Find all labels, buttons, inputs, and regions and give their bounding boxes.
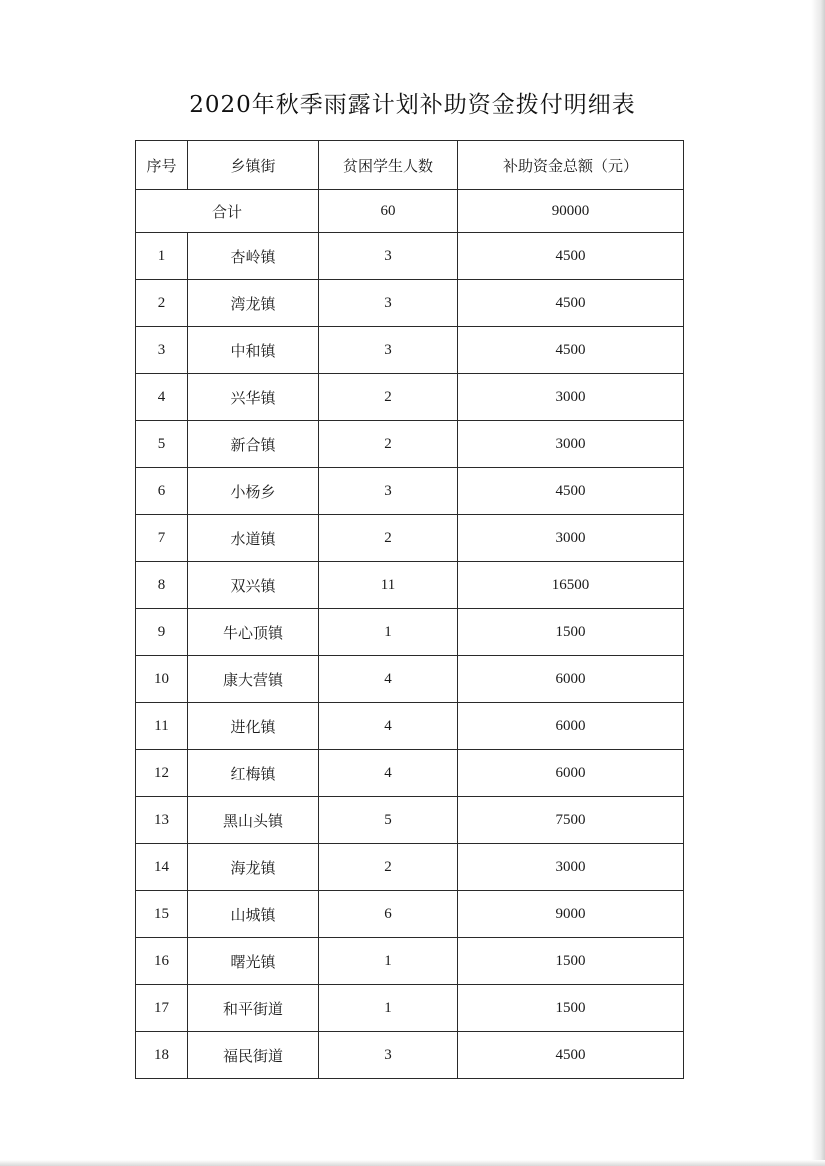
row-index: 5 [136, 421, 188, 468]
total-label: 合计 [136, 190, 319, 233]
total-row [136, 190, 684, 233]
total-amount: 90000 [458, 190, 684, 233]
table-row [136, 656, 684, 703]
header-row [136, 141, 684, 190]
row-students: 3 [319, 327, 458, 374]
header-index: 序号 [136, 141, 188, 190]
row-town: 湾龙镇 [188, 280, 319, 327]
row-index: 3 [136, 327, 188, 374]
row-town: 双兴镇 [188, 562, 319, 609]
row-town: 海龙镇 [188, 844, 319, 891]
row-students: 6 [319, 891, 458, 938]
row-town: 福民街道 [188, 1032, 319, 1079]
table-row [136, 891, 684, 938]
table-row [136, 515, 684, 562]
row-students: 4 [319, 750, 458, 797]
header-amount: 补助资金总额（元） [458, 141, 684, 190]
row-students: 2 [319, 515, 458, 562]
table-row [136, 703, 684, 750]
row-amount: 3000 [458, 515, 684, 562]
row-town: 中和镇 [188, 327, 319, 374]
row-amount: 6000 [458, 656, 684, 703]
scan-edge-right [811, 0, 825, 1166]
row-index: 12 [136, 750, 188, 797]
row-town: 黑山头镇 [188, 797, 319, 844]
row-town: 康大营镇 [188, 656, 319, 703]
row-town: 进化镇 [188, 703, 319, 750]
row-students: 2 [319, 844, 458, 891]
row-town: 杏岭镇 [188, 233, 319, 280]
row-amount: 9000 [458, 891, 684, 938]
row-students: 3 [319, 233, 458, 280]
row-students: 1 [319, 985, 458, 1032]
row-amount: 3000 [458, 844, 684, 891]
row-students: 11 [319, 562, 458, 609]
table-row [136, 938, 684, 985]
row-index: 16 [136, 938, 188, 985]
row-index: 14 [136, 844, 188, 891]
row-amount: 16500 [458, 562, 684, 609]
row-students: 5 [319, 797, 458, 844]
subsidy-detail-table [135, 140, 684, 1079]
row-town: 新合镇 [188, 421, 319, 468]
row-amount: 1500 [458, 938, 684, 985]
row-town: 水道镇 [188, 515, 319, 562]
table-row [136, 374, 684, 421]
row-amount: 4500 [458, 468, 684, 515]
row-index: 11 [136, 703, 188, 750]
row-amount: 4500 [458, 1032, 684, 1079]
row-students: 4 [319, 703, 458, 750]
table-row [136, 750, 684, 797]
table-row [136, 233, 684, 280]
row-index: 8 [136, 562, 188, 609]
row-amount: 4500 [458, 280, 684, 327]
row-amount: 7500 [458, 797, 684, 844]
row-index: 18 [136, 1032, 188, 1079]
row-index: 1 [136, 233, 188, 280]
row-town: 和平街道 [188, 985, 319, 1032]
row-students: 3 [319, 1032, 458, 1079]
table-row [136, 562, 684, 609]
row-index: 17 [136, 985, 188, 1032]
row-amount: 4500 [458, 233, 684, 280]
page-title: 2020年秋季雨露计划补助资金拨付明细表 [189, 92, 636, 118]
row-town: 曙光镇 [188, 938, 319, 985]
row-amount: 3000 [458, 374, 684, 421]
header-students: 贫困学生人数 [319, 141, 458, 190]
table-row [136, 844, 684, 891]
table-row [136, 280, 684, 327]
total-students: 60 [319, 190, 458, 233]
row-amount: 4500 [458, 327, 684, 374]
row-students: 2 [319, 421, 458, 468]
row-students: 3 [319, 468, 458, 515]
row-students: 3 [319, 280, 458, 327]
table-row [136, 327, 684, 374]
row-amount: 6000 [458, 703, 684, 750]
row-index: 4 [136, 374, 188, 421]
row-students: 4 [319, 656, 458, 703]
row-index: 6 [136, 468, 188, 515]
row-index: 2 [136, 280, 188, 327]
table-row [136, 1032, 684, 1079]
row-town: 山城镇 [188, 891, 319, 938]
table-row [136, 421, 684, 468]
row-index: 9 [136, 609, 188, 656]
row-town: 兴华镇 [188, 374, 319, 421]
table-row [136, 985, 684, 1032]
row-amount: 1500 [458, 985, 684, 1032]
row-students: 1 [319, 609, 458, 656]
scan-edge-bottom [0, 1160, 825, 1166]
row-town: 红梅镇 [188, 750, 319, 797]
table-row [136, 468, 684, 515]
row-town: 小杨乡 [188, 468, 319, 515]
row-amount: 3000 [458, 421, 684, 468]
row-students: 2 [319, 374, 458, 421]
row-index: 10 [136, 656, 188, 703]
row-index: 15 [136, 891, 188, 938]
table-row [136, 609, 684, 656]
row-amount: 6000 [458, 750, 684, 797]
row-index: 7 [136, 515, 188, 562]
row-index: 13 [136, 797, 188, 844]
table-row [136, 797, 684, 844]
row-amount: 1500 [458, 609, 684, 656]
row-students: 1 [319, 938, 458, 985]
row-town: 牛心顶镇 [188, 609, 319, 656]
header-town: 乡镇街 [188, 141, 319, 190]
